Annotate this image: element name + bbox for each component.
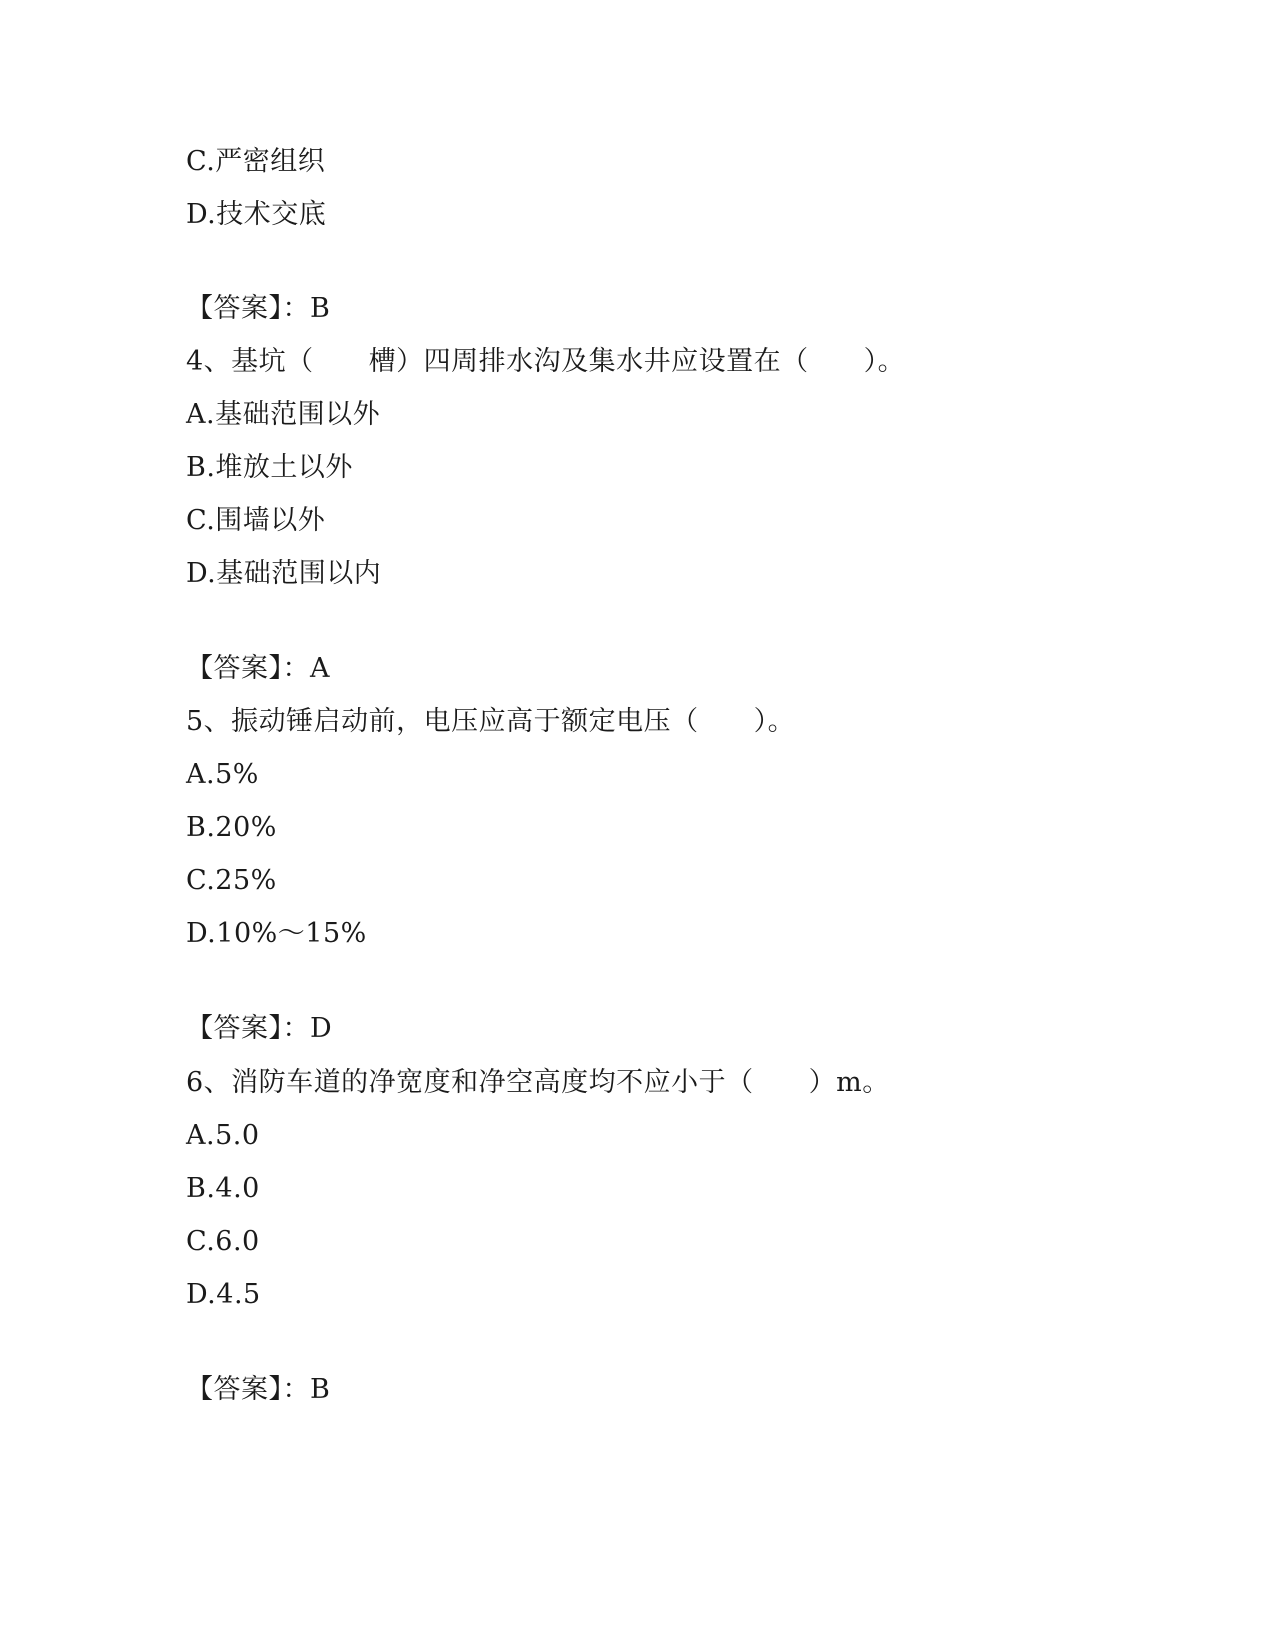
question-5-option-b: B.20% (186, 812, 277, 843)
question-4-answer: 【答案】：A (186, 653, 330, 684)
question-5-option-a: A.5% (186, 759, 259, 790)
option-d: D.技术交底 (186, 199, 327, 230)
option-c: C.严密组织 (186, 146, 326, 177)
question-6-option-d: D.4.5 (186, 1279, 261, 1310)
answer-line: 【答案】：B (186, 293, 331, 324)
question-6-stem: 6、消防车道的净宽度和净空高度均不应小于（ ）m。 (186, 1067, 890, 1098)
question-4-option-c: C.围墙以外 (186, 505, 326, 536)
question-4-option-d: D.基础范围以内 (186, 558, 382, 589)
question-5-option-c: C.25% (186, 865, 277, 896)
question-6-option-c: C.6.0 (186, 1226, 260, 1257)
question-5-answer: 【答案】：D (186, 1013, 333, 1044)
question-5-option-d: D.10%～15% (186, 918, 367, 949)
question-4-stem: 4、基坑（ 槽）四周排水沟及集水井应设置在（ ）。 (186, 346, 906, 377)
question-6-answer: 【答案】：B (186, 1374, 331, 1405)
question-4-option-b: B.堆放土以外 (186, 452, 353, 483)
question-4-option-a: A.基础范围以外 (186, 399, 381, 430)
question-6-option-a: A.5.0 (186, 1120, 260, 1151)
question-6-option-b: B.4.0 (186, 1173, 260, 1204)
question-5-stem: 5、振动锤启动前，电压应高于额定电压（ ）。 (186, 706, 796, 737)
